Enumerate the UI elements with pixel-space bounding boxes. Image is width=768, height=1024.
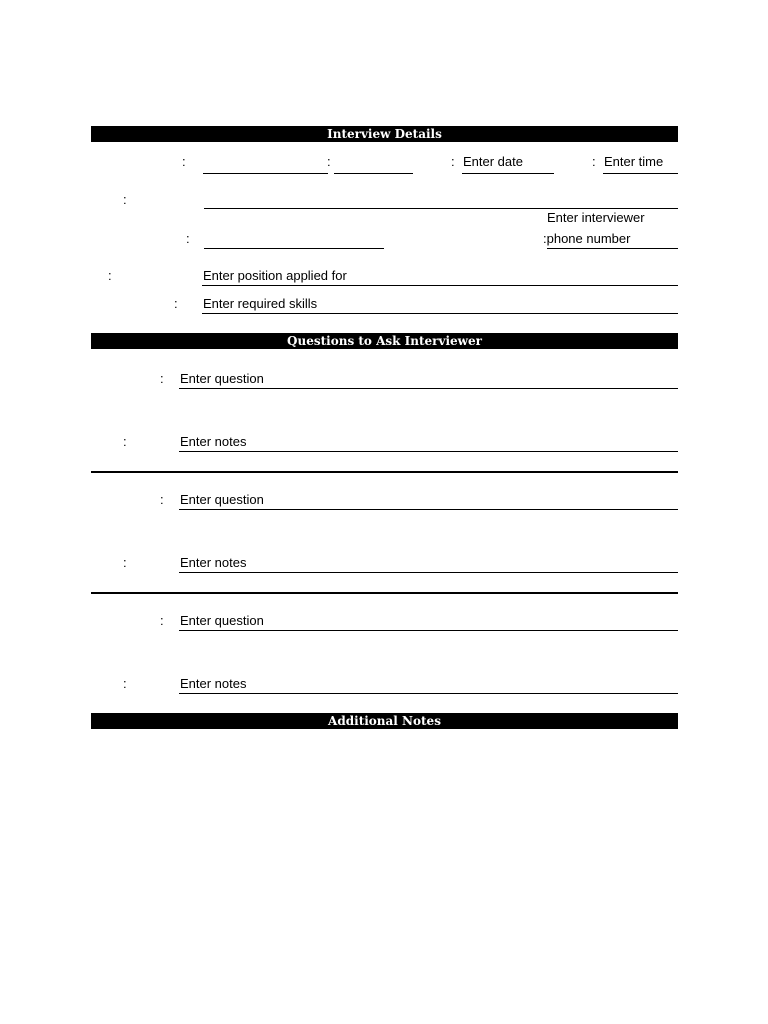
question-placeholder: Enter question [180, 613, 264, 628]
address-field-line[interactable] [204, 208, 678, 209]
question-field-2[interactable] [179, 492, 678, 510]
notes-placeholder: Enter notes [180, 555, 247, 570]
colon: : [327, 154, 331, 169]
notes-placeholder: Enter notes [180, 434, 247, 449]
phone-field-line[interactable] [204, 248, 384, 249]
additional-notes-area[interactable] [91, 735, 678, 935]
date-field[interactable] [462, 154, 554, 174]
question-divider [91, 471, 678, 473]
colon: : [160, 613, 164, 628]
position-field[interactable] [202, 268, 678, 286]
additional-notes-header: Additional Notes [91, 713, 678, 729]
question-placeholder: Enter question [180, 492, 264, 507]
colon: : [108, 268, 112, 283]
colon: : [123, 192, 127, 207]
question-field-1[interactable] [179, 371, 678, 389]
colon: : [182, 154, 186, 169]
colon: : [123, 676, 127, 691]
colon: : [186, 231, 190, 246]
notes-field-1[interactable] [179, 434, 678, 452]
colon: : [160, 371, 164, 386]
company-field[interactable] [334, 156, 413, 174]
time-placeholder: Enter time [604, 154, 664, 169]
interviewer-phone-placeholder-line1: Enter interviewer [547, 210, 645, 225]
notes-field-3[interactable] [179, 676, 678, 694]
date-placeholder: Enter date [463, 154, 523, 169]
colon: : [174, 296, 178, 311]
notes-placeholder: Enter notes [180, 676, 247, 691]
colon: : [451, 154, 455, 169]
question-divider [91, 592, 678, 594]
colon: : [123, 434, 127, 449]
colon: : [592, 154, 596, 169]
interviewer-phone-placeholder-line2: :phone number [543, 231, 631, 246]
skills-field[interactable] [202, 296, 678, 314]
skills-placeholder: Enter required skills [203, 296, 318, 311]
colon: : [160, 492, 164, 507]
interview-details-header: Interview Details [91, 126, 678, 142]
notes-field-2[interactable] [179, 555, 678, 573]
interviewer-phone-field-line[interactable] [547, 248, 678, 249]
questions-header: Questions to Ask Interviewer [91, 333, 678, 349]
position-placeholder: Enter position applied for [203, 268, 347, 283]
candidate-name-field[interactable] [203, 156, 328, 174]
colon: : [123, 555, 127, 570]
question-placeholder: Enter question [180, 371, 264, 386]
question-field-3[interactable] [179, 613, 678, 631]
time-field[interactable] [603, 154, 678, 174]
